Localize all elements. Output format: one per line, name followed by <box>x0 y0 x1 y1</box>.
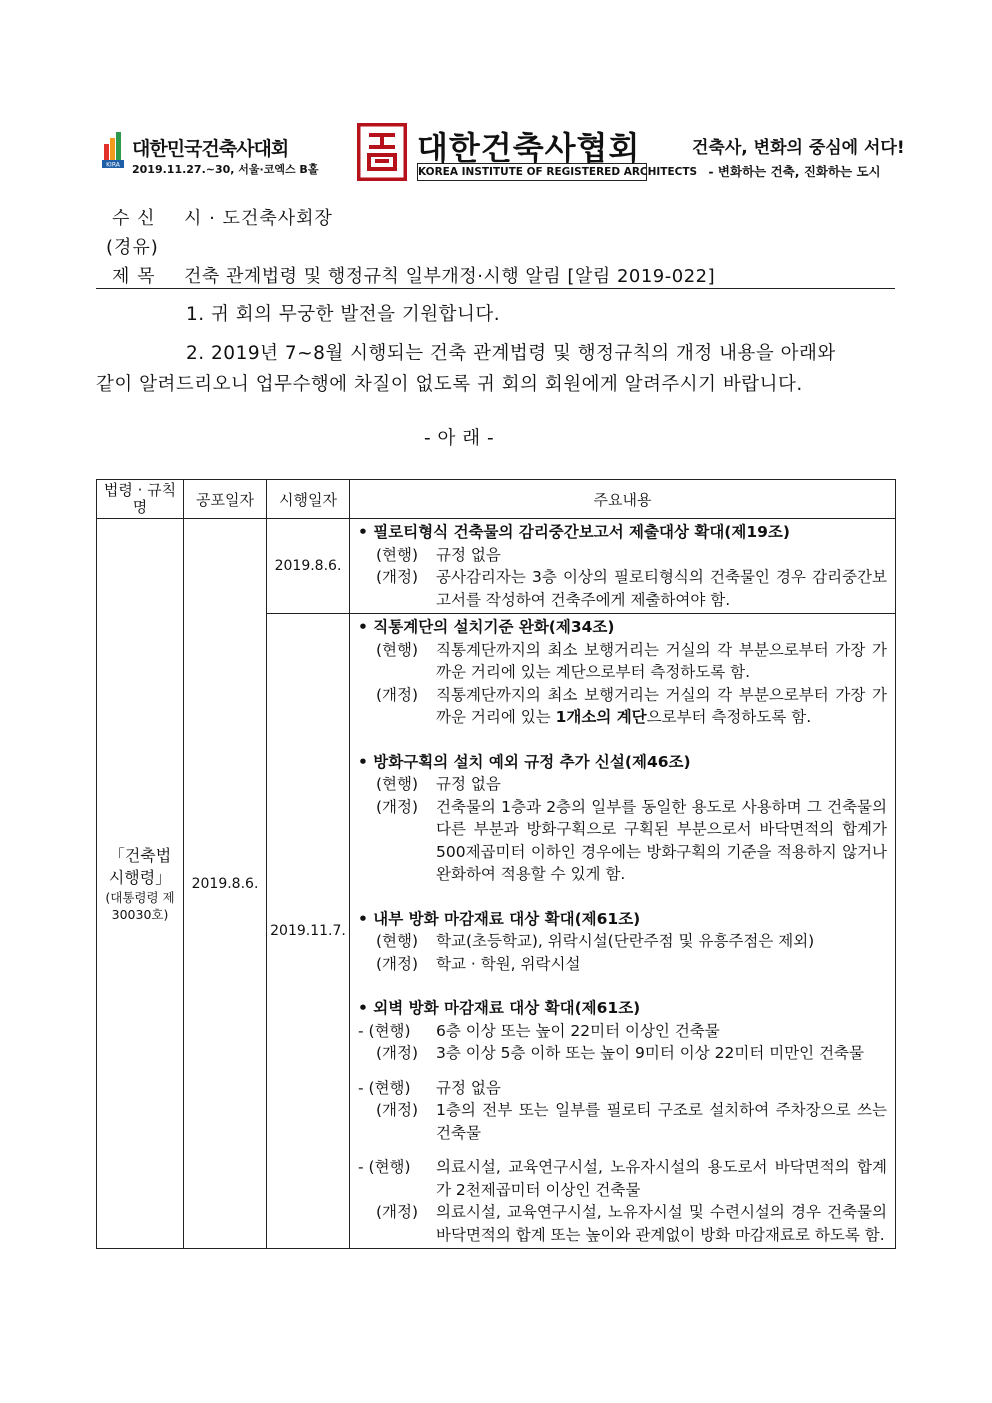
amendment-table <box>96 479 896 1249</box>
revised-text: 건축물의 1층과 2층의 일부를 동일한 용도로 사용하며 그 건축물의 다른 부분과 방화구획으로 구획된 부분으로서 바닥면적의 합계가 500제곱미터 이하인 경우에는 방화구획의 기준을 적용하지 않거나 완화하여 적용할 수 있게 함. <box>436 797 887 883</box>
table-row <box>97 519 896 614</box>
revised-text: 직통계단까지의 최소 보행거리는 거실의 각 부분으로부터 가장 가까운 거리에 있는 1개소의 계단으로부터 측정하도록 함. <box>436 685 887 726</box>
recipient-label: 수 신 <box>112 208 156 229</box>
header-law-name: 법령 · 규칙명 <box>97 480 184 519</box>
revised-text: 공사감리자는 3층 이상의 필로티형식의 건축물인 경우 감리중간보고서를 작성하여 건축주에게 제출하여야 함. <box>436 568 887 609</box>
congress-title: 대한민국건축사대회 <box>132 138 289 160</box>
subject-label: 제 목 <box>112 266 156 287</box>
law-number: (대통령령 제30030호) <box>105 889 175 922</box>
revised-tag: (개정) <box>376 685 419 704</box>
effective-date-2: 2019.11.7. <box>267 614 350 1249</box>
header-effective: 시행일자 <box>267 480 350 519</box>
effective-date-1: 2019.8.6. <box>267 519 350 614</box>
congress-emblem-icon <box>100 130 126 176</box>
congress-date-venue: 2019.11.27.~30, 서울·코엑스 B홀 <box>132 163 319 176</box>
item-title: • 필로티형식 건축물의 감리중간보고서 제출대상 확대(제19조) <box>358 523 790 541</box>
item-title: • 외벽 방화 마감재료 대상 확대(제61조) <box>358 999 641 1017</box>
current-tag: (현행) <box>376 545 419 564</box>
current-tag: - (현행) <box>358 1021 411 1040</box>
content-cell-1 <box>350 519 896 614</box>
current-tag: - (현행) <box>358 1078 411 1097</box>
current-text: 규정 없음 <box>436 775 501 793</box>
slogan-main: 건축사, 변화의 중심에 서다! <box>692 138 905 158</box>
kira-title: 대한건축사협회 <box>417 129 641 167</box>
table-header-row <box>97 480 896 519</box>
promulgation-date: 2019.8.6. <box>184 519 267 1249</box>
content-cell-2 <box>350 614 896 1249</box>
current-text: 의료시설, 교육연구시설, 노유자시설의 용도로서 바닥면적의 합계가 2천제곱미터 이상인 건축물 <box>436 1158 887 1199</box>
recipient: 시 · 도건축사회장 <box>184 208 333 229</box>
item-title: • 내부 방화 마감재료 대상 확대(제61조) <box>358 909 641 928</box>
item-title: • 방화구획의 설치 예외 규정 추가 신설(제46조) <box>358 752 691 771</box>
revised-tag: (개정) <box>376 1101 419 1119</box>
law-name-cell <box>97 519 184 1249</box>
via-label: (경유) <box>106 237 159 258</box>
divider <box>96 288 895 289</box>
kira-logo <box>357 123 698 185</box>
revised-text: 의료시설, 교육연구시설, 노유자시설 및 수련시설의 경우 건축물의 바닥면적의 합계 또는 높이와 관계없이 방화 마감재료로 하도록 함. <box>436 1203 887 1244</box>
law-name-line-2: 시행령」 <box>108 867 172 887</box>
kira-english-name: KOREA INSTITUTE OF REGISTERED ARCHITECTS <box>417 163 647 181</box>
paragraph-2-line-1: 2. 2019년 7~8월 시행되는 건축 관계법령 및 행정규칙의 개정 내용을 아래와 <box>186 343 836 364</box>
below-heading: - 아 래 - <box>424 428 495 449</box>
svg-text:KIRA: KIRA <box>106 161 120 169</box>
paragraph-1: 1. 귀 회의 무궁한 발전을 기원합니다. <box>186 304 501 325</box>
law-name-line-1: 「건축법 <box>108 845 172 865</box>
kira-emblem-icon <box>357 123 407 181</box>
slogan <box>692 133 905 180</box>
revised-text: 3층 이상 5층 이하 또는 높이 9미터 이상 22미터 미만인 건축물 <box>436 1044 864 1062</box>
revised-tag: (개정) <box>376 568 419 586</box>
current-tag: - (현행) <box>358 1158 411 1176</box>
congress-logo <box>100 130 319 180</box>
subject: 건축 관계법령 및 행정규칙 일부개정·시행 알림 [알림 2019-022] <box>184 266 716 287</box>
header-promulgation: 공포일자 <box>184 480 267 519</box>
current-text: 직통계단까지의 최소 보행거리는 거실의 각 부분으로부터 가장 가까운 거리에 있는 계단으로부터 측정하도록 함. <box>436 640 887 681</box>
current-text: 학교(초등학교), 위락시설(단란주점 및 유흥주점은 제외) <box>436 932 815 950</box>
current-text: 규정 없음 <box>436 1078 501 1097</box>
current-tag: (현행) <box>376 775 419 793</box>
revised-tag: (개정) <box>376 797 419 816</box>
paragraph-2-line-2: 같이 알려드리오니 업무수행에 차질이 없도록 귀 회의 회원에게 알려주시기 바랍니다. <box>96 374 803 395</box>
current-tag: (현행) <box>376 640 419 659</box>
revised-tag: (개정) <box>376 1044 419 1062</box>
revised-tag: (개정) <box>376 1203 419 1221</box>
revised-tag: (개정) <box>376 954 419 973</box>
item-title: • 직통계단의 설치기준 완화(제34조) <box>358 618 615 636</box>
current-tag: (현행) <box>376 932 419 950</box>
current-text: 6층 이상 또는 높이 22미터 이상인 건축물 <box>436 1021 720 1040</box>
revised-text: 학교 · 학원, 위락시설 <box>436 954 581 973</box>
revised-text: 1층의 전부 또는 일부를 필로티 구조로 설치하여 주차장으로 쓰는 건축물 <box>436 1101 887 1142</box>
header-content: 주요내용 <box>350 480 896 519</box>
current-text: 규정 없음 <box>436 545 501 564</box>
slogan-sub: - 변화하는 건축, 진화하는 도시 <box>708 164 881 179</box>
